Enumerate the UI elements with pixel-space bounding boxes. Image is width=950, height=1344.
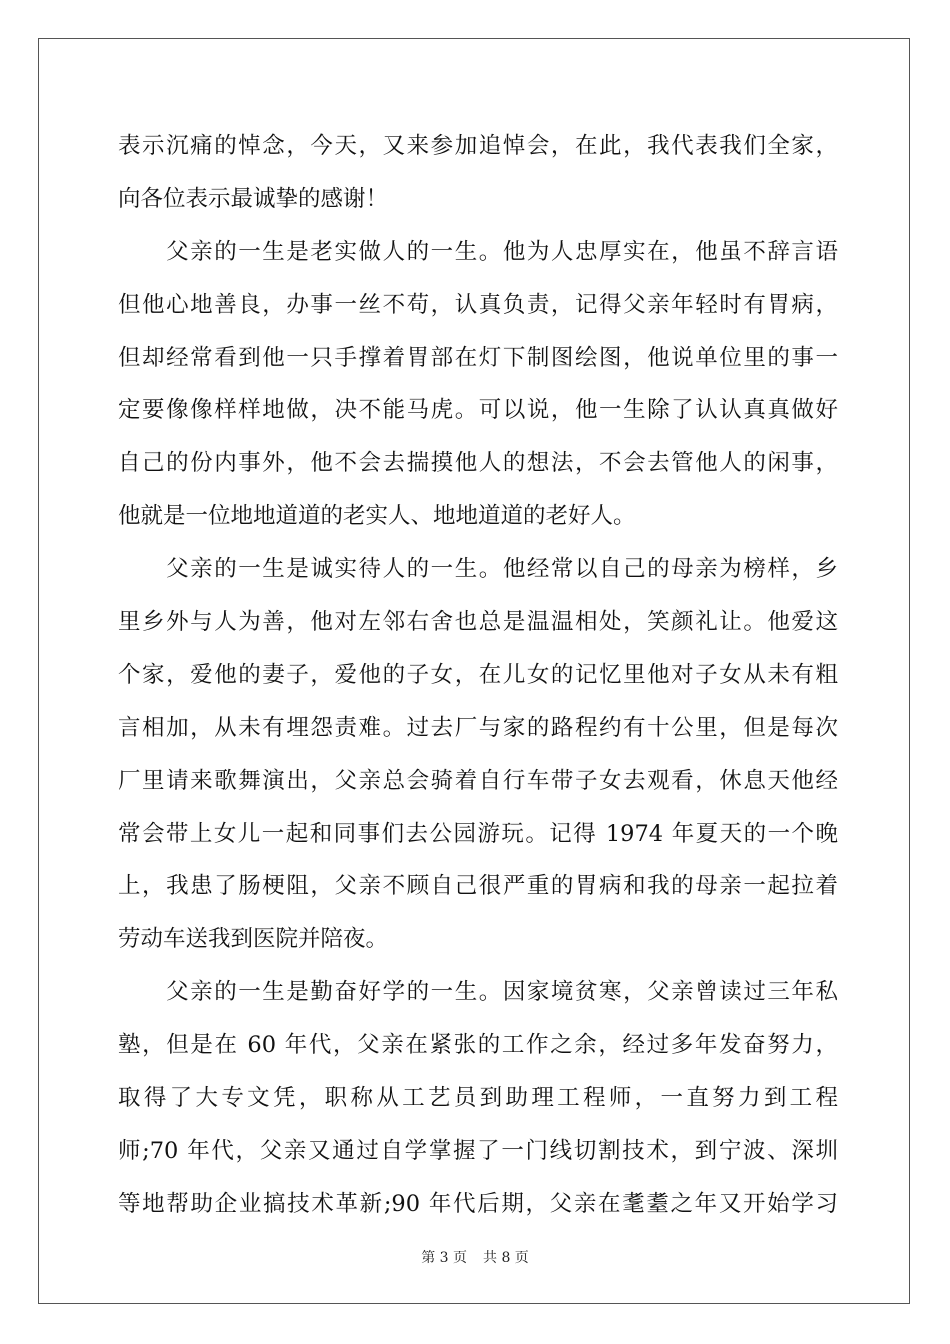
- page-total: 共 8 页: [483, 1250, 529, 1266]
- text-line: 等地帮助企业搞技术革新;90 年代后期，父亲在耄耋之年又开始学习: [118, 1190, 838, 1217]
- page-number: 第 3 页: [421, 1250, 467, 1266]
- text-line: 个家，爱他的妻子，爱他的子女，在儿女的记忆里他对子女从未有粗: [118, 661, 838, 688]
- text-line: 但却经常看到他一只手撑着胃部在灯下制图绘图，他说单位里的事一: [118, 344, 838, 371]
- text-line: 父亲的一生是勤奋好学的一生。因家境贫寒，父亲曾读过三年私: [118, 979, 838, 1006]
- text-line: 他就是一位地地道道的老实人、地地道道的老好人。: [118, 503, 636, 530]
- page-footer: [0, 1247, 950, 1267]
- text-line: 取得了大专文凭，职称从工艺员到助理工程师，一直努力到工程: [118, 1085, 838, 1112]
- text-line: 师;70 年代，父亲又通过自学掌握了一门线切割技术，到宁波、深圳: [118, 1137, 838, 1164]
- text-line: 塾，但是在 60 年代，父亲在紧张的工作之余，经过多年发奋努力，: [118, 1032, 838, 1059]
- text-line: 里乡外与人为善，他对左邻右舍也总是温温相处，笑颜礼让。他爱这: [118, 609, 838, 636]
- text-line: 表示沉痛的悼念，今天，又来参加追悼会，在此，我代表我们全家，: [118, 133, 838, 159]
- text-line: 定要像像样样地做，决不能马虎。可以说，他一生除了认认真真做好: [118, 397, 838, 424]
- text-line: 常会带上女儿一起和同事们去公园游玩。记得 1974 年夏天的一个晚: [118, 820, 838, 847]
- text-line: 上，我患了肠梗阻，父亲不顾自己很严重的胃病和我的母亲一起拉着: [118, 873, 838, 900]
- text-line: 自己的份内事外，他不会去揣摸他人的想法，不会去管他人的闲事，: [118, 450, 838, 477]
- text-line: 父亲的一生是诚实待人的一生。他经常以自己的母亲为榜样，乡: [118, 556, 838, 583]
- text-line: 劳动车送我到医院并陪夜。: [118, 926, 389, 953]
- text-line: 父亲的一生是老实做人的一生。他为人忠厚实在，他虽不辞言语: [118, 238, 838, 265]
- text-line: 言相加，从未有埋怨责难。过去厂与家的路程约有十公里，但是每次: [118, 714, 838, 741]
- document-body: [118, 126, 838, 1237]
- text-line: 厂里请来歌舞演出，父亲总会骑着自行车带子女去观看，休息天他经: [118, 767, 838, 794]
- text-line: 向各位表示最诚挚的感谢！: [118, 185, 389, 212]
- text-line: 但他心地善良，办事一丝不苟，认真负责，记得父亲年轻时有胃病，: [118, 291, 838, 318]
